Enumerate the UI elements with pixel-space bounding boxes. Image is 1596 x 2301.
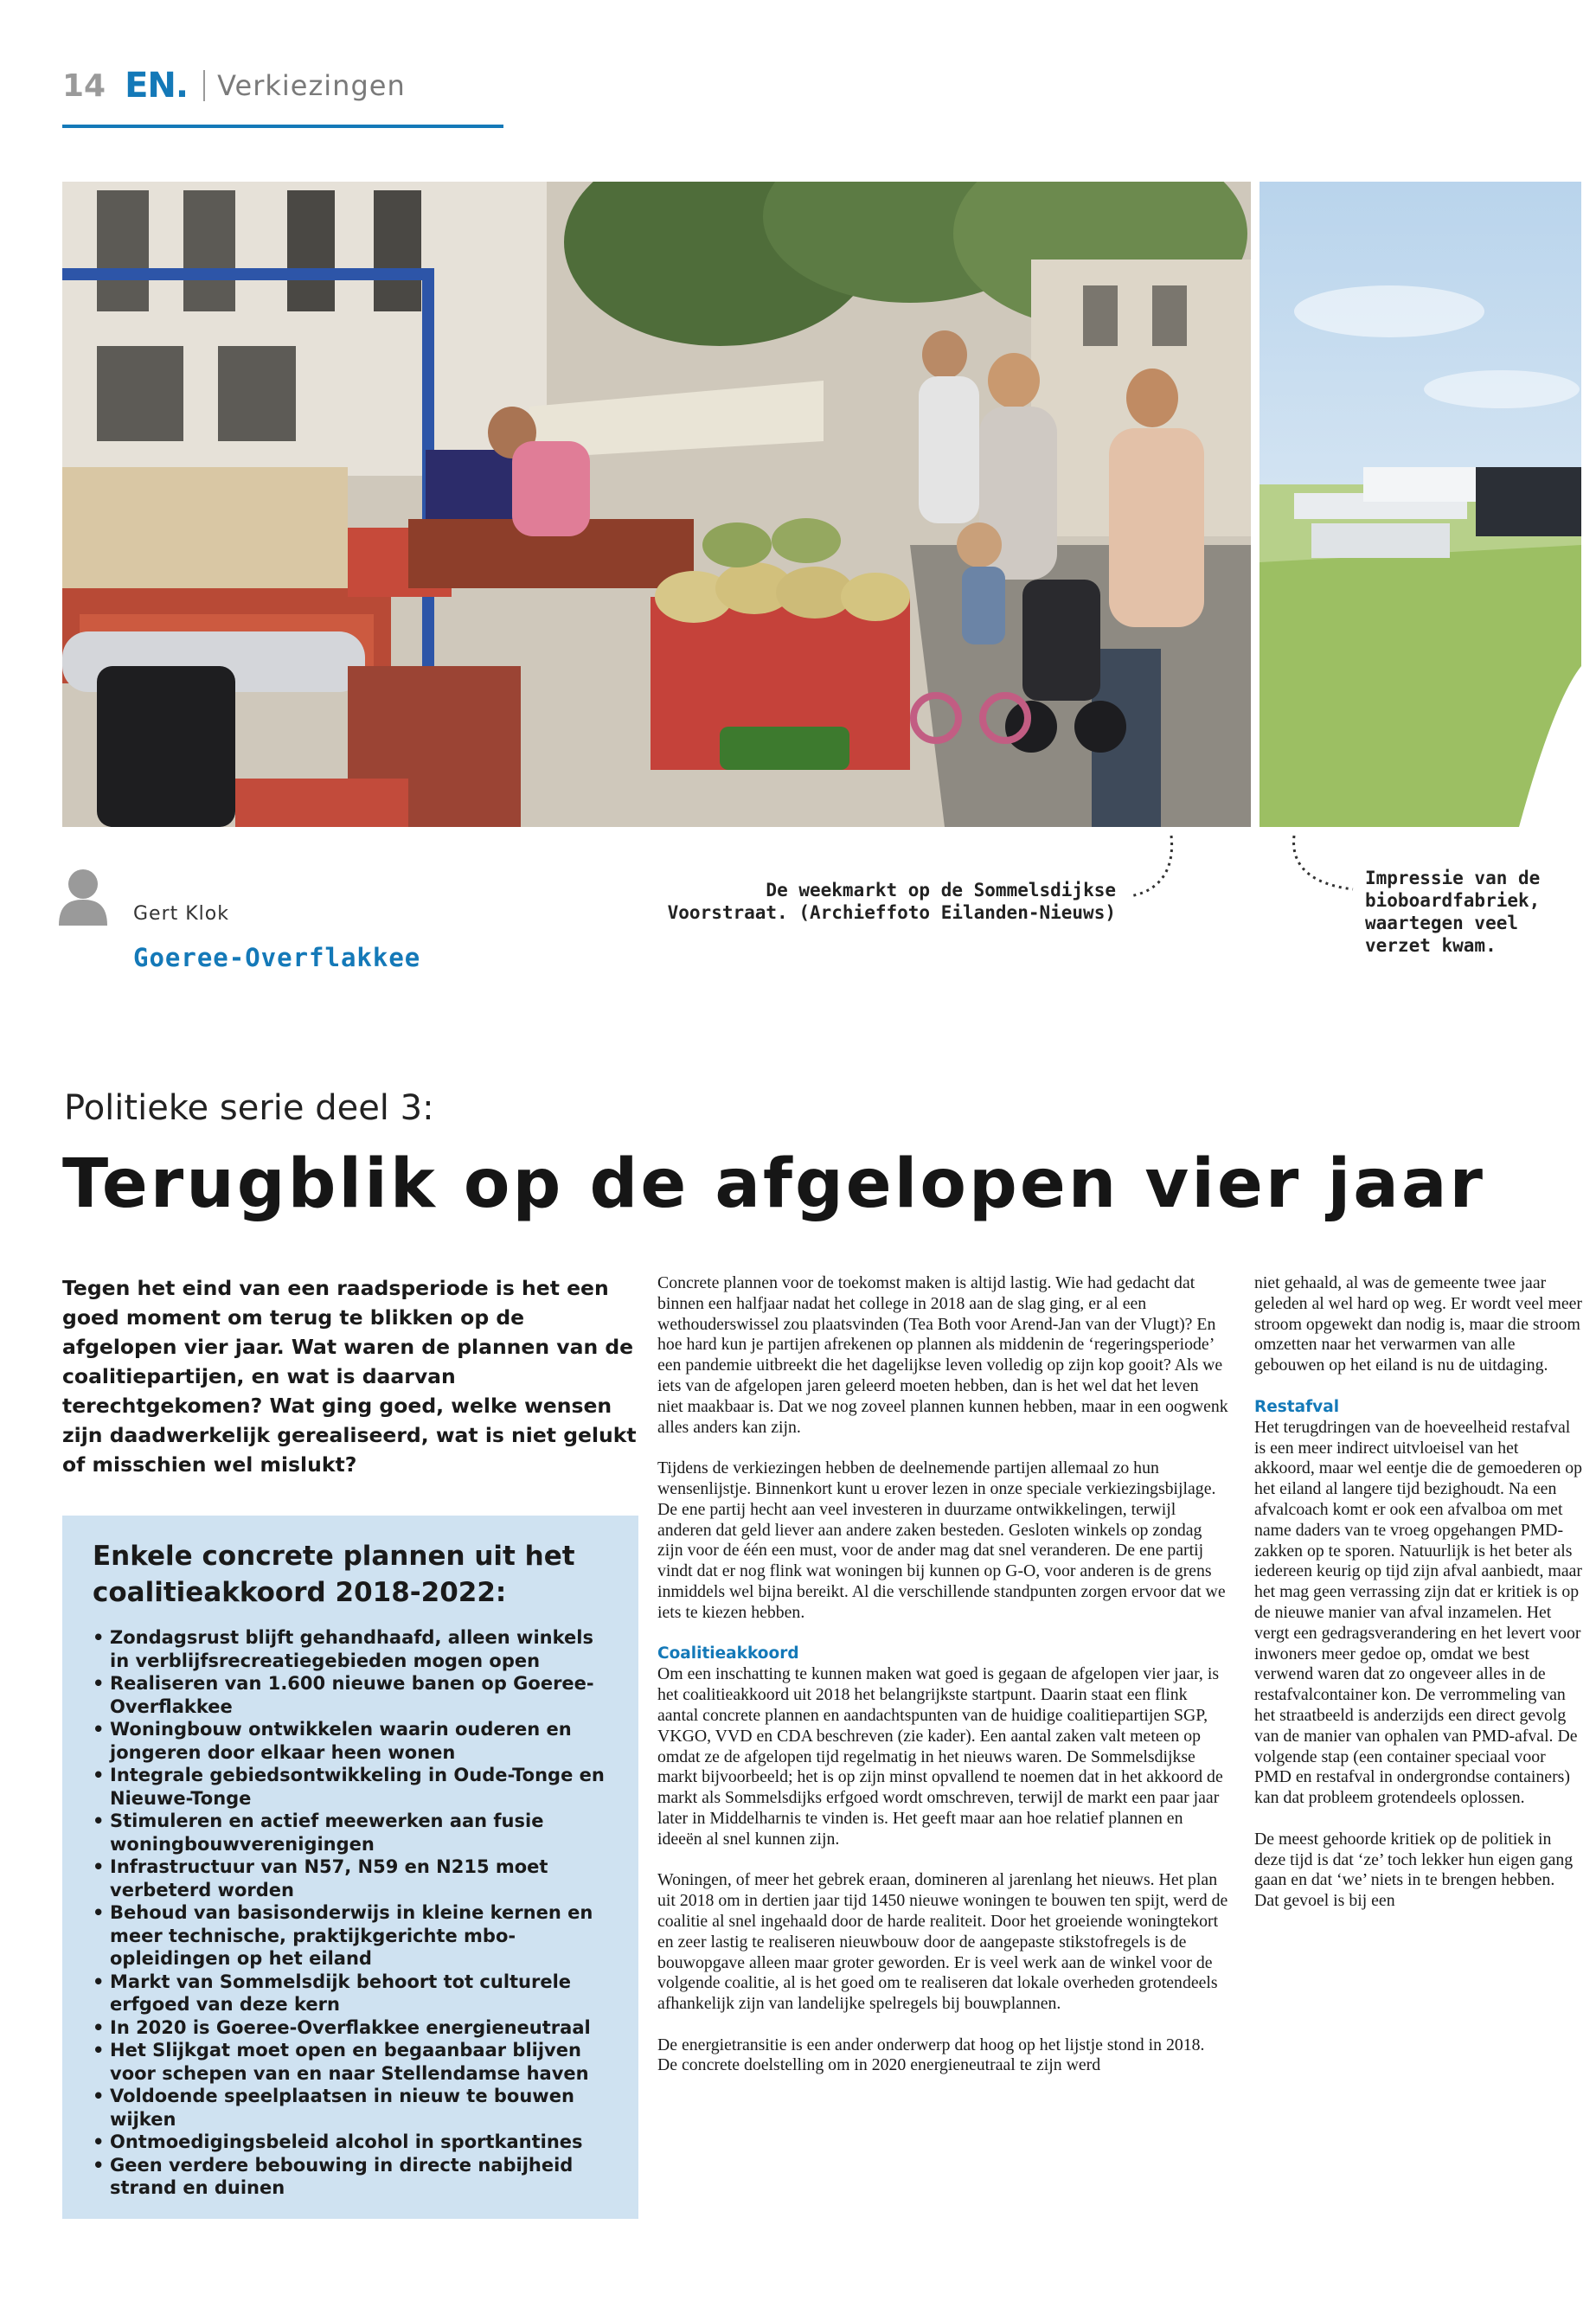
article-column-right [1254, 1273, 1583, 1912]
paragraph: Woningen, of meer het gebrek eraan, domineren al jarenlang het nieuws. Het plan uit 2018 om in dertien jaar tijd 1450 nieuwe woningen te bouwen ten spijt, werd de coalitie al snel ingehaald door de harde realiteit. Door het groeiende woningtekort en zeer lastig te realiseren nieuwbouw door de aangepaste stikstofregels is de bouwopgave alleen maar groter geworden. Er is veel werk aan de winkel voor de volgende coalitie, al is het goed om te realiseren dat lokale overheden grotendeels afhankelijk zijn van landelijke spelregels bij bouwplannen. [657, 1870, 1228, 2014]
header-rule [62, 125, 503, 128]
bioboard-factory-render [1259, 182, 1581, 827]
list-item: • Integrale gebiedsontwikkeling in Oude-Tonge en Nieuwe-Tonge [93, 1764, 612, 1810]
subhead-waste: Restafval [1254, 1397, 1340, 1416]
list-item: • Realiseren van 1.600 nieuwe banen op Goeree-Overflakkee [93, 1672, 612, 1718]
paragraph: Tijdens de verkiezingen hebben de deelnemende partijen allemaal zo hun wensenlijstje. Binnenkort kunt u erover lezen in onze speciale verkiezingsbijlage. De ene partij hecht aan veel investeren in duurzame ontwikkelingen, terwijl anderen dat geld liever aan andere zaken besteden. Gesloten winkels op zondag zijn voor de één een must, voor de ander mag dat snel veranderen. De ene partij vindt dat er nog flink wat woningen bij kunnen op G-O, voor anderen is de grens inmiddels wel bijna bereikt. Al die verschillende standpunten zorgen ervoor dat we iets te kiezen hebben. [657, 1458, 1226, 1622]
paragraph: Om een inschatting te kunnen maken wat goed is gegaan de afgelopen vier jaar, is het coalitieakkoord uit 2018 het belangrijkste startpunt. Daarin staat een flink aantal concrete plannen en aandachtspunten van de huidige coalitiepartijen SGP, VKGO, VVD en CDA beschreven (zie kader). Een aantal zaken valt meteen op omdat ze de afgelopen tijd regelmatig in het nieuws waren. De Sommelsdijkse markt bijvoorbeeld; het is op zijn minst opvallend te noemen dat in het akkoord de markt als Sommelsdijks erfgoed wordt omschreven, terwijl de markt een paar jaar later in Middelharnis te vinden is. Het geeft maar aan hoe relatief plannen en ideeën al snel kunnen zijn. [657, 1664, 1223, 1849]
list-item: • In 2020 is Goeree-Overflakkee energieneutraal [93, 2016, 612, 2040]
publication-logo: EN. [125, 66, 189, 106]
render-photo-caption: Impressie van de bioboardfabriek, waartegen veel verzet kwam. [1365, 868, 1541, 956]
page-number: 14 [62, 67, 106, 104]
list-item: • Geen verdere bebouwing in directe nabijheid strand en duinen [93, 2154, 612, 2200]
section-title: Verkiezingen [217, 69, 406, 102]
list-item: • Het Slijkgat moet open en begaanbaar blijven voor schepen van en naar Stellendamse haven [93, 2039, 612, 2085]
list-item: • Zondagsrust blijft gehandhaafd, alleen winkels in verblijfsrecreatiegebieden mogen open [93, 1626, 612, 1672]
paragraph: De energietransitie is een ander onderwerp dat hoog op het lijstje stond in 2018. De concrete doelstelling om in 2020 energieneutraal te zijn werd [657, 2035, 1205, 2075]
paragraph: Concrete plannen voor de toekomst maken is altijd lastig. Wie had gedacht dat binnen een halfjaar nadat het college in 2018 aan de slag ging, er al een wethouderswissel zou plaatsvinden (Tea Both voor Arend-Jan van der Vlugt)? En hoe hard kun je partijen afrekenen op plannen als middenin de ‘regeringsperiode’ een pandemie uitbreekt die het dagelijkse leven volledig op zijn kop gooit? Als we iets van de afgelopen jaren geleerd moeten hebben, dan is het wel dat het leven niet maakbaar is. Dat we nog zoveel plannen kunnen hebben, maar in een oogwenk alles anders kan zijn. [657, 1273, 1228, 1437]
region-label: Goeree-Overflakkee [133, 943, 421, 972]
paragraph: niet gehaald, al was de gemeente twee jaar geleden al wel hard op weg. Er wordt veel meer stroom opgewekt dan nodig is, maar die stroom omzetten naar het verwarmen van alle gebouwen op het eiland is nu de uitdaging. [1254, 1273, 1582, 1375]
article-kicker: Politieke serie deel 3: [64, 1088, 434, 1128]
paragraph: De meest gehoorde kritiek op de politiek in deze tijd is dat ‘ze’ toch lekker hun eigen gang gaan en dat ‘we’ niets in te brengen hebben. Dat gevoel is bij een [1254, 1829, 1574, 1911]
box-title: Enkele concrete plannen uit het coalitieakkoord 2018-2022: [93, 1541, 575, 1608]
list-item: • Behoud van basisonderwijs in kleine kernen en meer technische, praktijkgerichte mbo-opleidingen op het eiland [93, 1901, 612, 1971]
subhead-coalition: Coalitieakkoord [657, 1644, 799, 1663]
article-headline: Terugblik op de afgelopen vier jaar [62, 1145, 1486, 1223]
market-photo [62, 182, 1251, 827]
paragraph: Het terugdringen van de hoeveelheid restafval is een meer indirect uitvloeisel van het akkoord, maar wel eentje die de gemoederen op het eiland al langere tijd bezighoudt. Na een afvalcoach komt er ook een afvalboa om met name daders van te vroeg opgehangen PMD-zakken op te sporen. Natuurlijk is het beter als iedereen keurig op tijd zijn afval aanbiedt, maar het mag geen verrassing zijn dat er kritiek is op de nieuwe manier van afval inzamelen. Het vergt een gedragsverandering en het levert voor inwoners meer gedoe op, omdat we best verwend waren dat zo ongeveer alles in de restafvalcontainer kon. De verrommeling van het straatbeeld is anderzijds een direct gevolg van de manier van ophalen van PMD-afval. De volgende stap (een container speciaal voor PMD en restafval in ondergrondse containers) kan dat probleem grotendeels oplossen. [1254, 1417, 1582, 1808]
caption-pointer-right [1287, 834, 1356, 903]
list-item: • Stimuleren en actief meewerken aan fusie woningbouwverenigingen [93, 1810, 612, 1856]
article-column-middle [657, 1273, 1228, 2076]
list-item: • Voldoende speelplaatsen in nieuw te bouwen wijken [93, 2085, 612, 2131]
article-lead: Tegen het eind van een raadsperiode is het een goed moment om terug te blikken op de afgelopen vier jaar. Wat waren de plannen van de coalitiepartijen, en wat is daarvan terechtgekomen? Wat ging goed, welke wensen zijn daadwerkelijk gerealiseerd, wat is niet gelukt of misschien wel mislukt? [62, 1276, 637, 1477]
list-item: • Ontmoedigingsbeleid alcohol in sportkantines [93, 2131, 612, 2154]
author-name: Gert Klok [133, 903, 229, 925]
author-avatar-icon [57, 867, 109, 926]
list-item: • Infrastructuur van N57, N59 en N215 moet verbeterd worden [93, 1856, 612, 1901]
header-divider [203, 70, 205, 101]
coalition-plans-box [62, 1516, 638, 2219]
market-photo-caption: De weekmarkt op de Sommelsdijkse Voorstraat. (Archieffoto Eilanden-Nieuws) [667, 880, 1116, 923]
list-item: • Woningbouw ontwikkelen waarin ouderen en jongeren door elkaar heen wonen [93, 1718, 612, 1764]
page-header [62, 64, 406, 107]
plans-list [93, 1626, 612, 2200]
caption-pointer-left [1126, 834, 1178, 903]
list-item: • Markt van Sommelsdijk behoort tot culturele erfgoed van deze kern [93, 1971, 612, 2016]
